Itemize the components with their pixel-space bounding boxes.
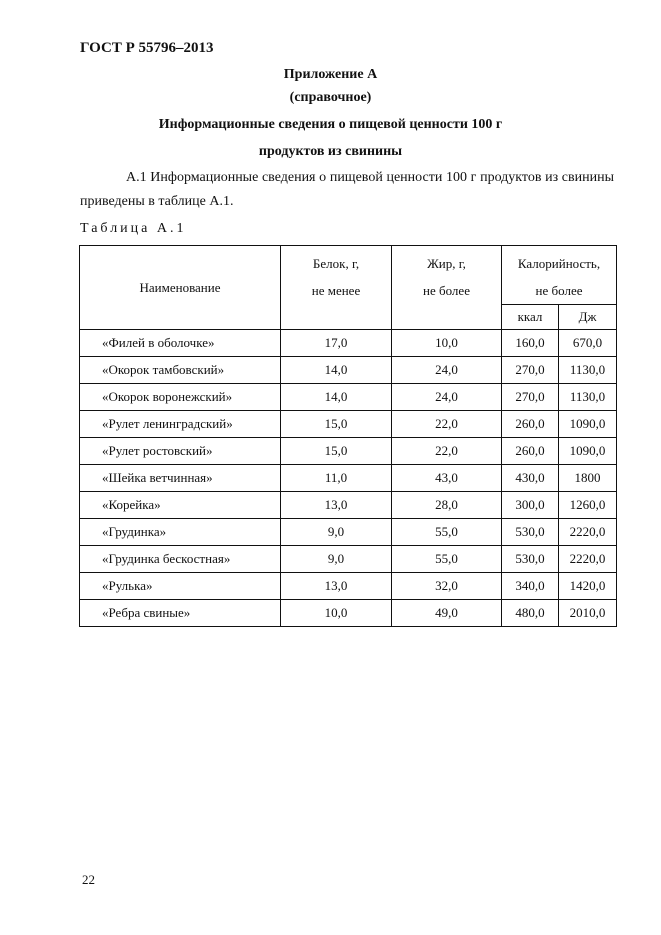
cell-fat: 55,0 <box>392 519 502 546</box>
intro-paragraph: А.1 Информационные сведения о пищевой ценности 100 г продуктов из свинины приведены в таблице А.1. <box>80 170 614 209</box>
cell-name: «Рулет ростовский» <box>80 438 281 465</box>
cell-kj: 2010,0 <box>559 600 617 627</box>
cell-protein: 13,0 <box>281 492 392 519</box>
cell-kj: 1090,0 <box>559 438 617 465</box>
cell-name: «Грудинка» <box>80 519 281 546</box>
page-number: 22 <box>82 872 95 887</box>
cell-name: «Грудинка бескостная» <box>80 546 281 573</box>
header-kcal: ккал <box>502 305 559 330</box>
cell-name: «Рулет ленинградский» <box>80 411 281 438</box>
cell-name: «Окорок воронежский» <box>80 384 281 411</box>
table-row <box>80 357 617 384</box>
cell-name: «Рулька» <box>80 573 281 600</box>
table-row <box>80 546 617 573</box>
cell-protein: 15,0 <box>281 411 392 438</box>
cell-fat: 28,0 <box>392 492 502 519</box>
cell-kcal: 300,0 <box>502 492 559 519</box>
table-row <box>80 438 617 465</box>
cell-kcal: 260,0 <box>502 411 559 438</box>
table-row <box>80 411 617 438</box>
table-row <box>80 573 617 600</box>
header-kj: Дж <box>559 305 617 330</box>
cell-fat: 22,0 <box>392 438 502 465</box>
cell-name: «Ребра свиные» <box>80 600 281 627</box>
cell-protein: 17,0 <box>281 330 392 357</box>
cell-kj: 1260,0 <box>559 492 617 519</box>
cell-protein: 13,0 <box>281 573 392 600</box>
cell-kcal: 480,0 <box>502 600 559 627</box>
cell-kj: 670,0 <box>559 330 617 357</box>
document-code: ГОСТ Р 55796–2013 <box>80 40 214 56</box>
cell-kj: 1090,0 <box>559 411 617 438</box>
cell-kj: 2220,0 <box>559 519 617 546</box>
appendix-heading-line2: продуктов из свинины <box>258 144 403 159</box>
cell-name: «Окорок тамбовский» <box>80 357 281 384</box>
cell-fat: 24,0 <box>392 384 502 411</box>
cell-kj: 1130,0 <box>559 384 617 411</box>
cell-kcal: 260,0 <box>502 438 559 465</box>
header-calories: Калорийность, не более <box>502 246 617 305</box>
appendix-subtitle: (справочное) <box>289 90 372 105</box>
cell-kcal: 430,0 <box>502 465 559 492</box>
cell-protein: 10,0 <box>281 600 392 627</box>
cell-fat: 49,0 <box>392 600 502 627</box>
cell-kj: 1420,0 <box>559 573 617 600</box>
appendix-title: Приложение А <box>283 67 378 82</box>
header-fat: Жир, г, не более <box>392 246 502 330</box>
nutrition-table <box>79 245 617 627</box>
cell-protein: 14,0 <box>281 357 392 384</box>
cell-kcal: 530,0 <box>502 546 559 573</box>
cell-kj: 2220,0 <box>559 546 617 573</box>
cell-fat: 10,0 <box>392 330 502 357</box>
cell-kcal: 160,0 <box>502 330 559 357</box>
cell-kj: 1130,0 <box>559 357 617 384</box>
appendix-heading-line1: Информационные сведения о пищевой ценности 100 г <box>158 117 503 132</box>
header-name: Наименование <box>80 246 281 330</box>
cell-kcal: 530,0 <box>502 519 559 546</box>
table-row <box>80 600 617 627</box>
cell-protein: 11,0 <box>281 465 392 492</box>
cell-fat: 32,0 <box>392 573 502 600</box>
cell-protein: 14,0 <box>281 384 392 411</box>
table-body <box>80 330 617 627</box>
cell-protein: 9,0 <box>281 546 392 573</box>
cell-fat: 43,0 <box>392 465 502 492</box>
cell-kj: 1800 <box>559 465 617 492</box>
cell-kcal: 270,0 <box>502 384 559 411</box>
table-label: Таблица А.1 <box>80 221 187 236</box>
header-protein: Белок, г, не менее <box>281 246 392 330</box>
table-row <box>80 465 617 492</box>
table-row <box>80 492 617 519</box>
cell-name: «Филей в оболочке» <box>80 330 281 357</box>
cell-protein: 9,0 <box>281 519 392 546</box>
cell-fat: 24,0 <box>392 357 502 384</box>
table-row <box>80 330 617 357</box>
table-row <box>80 384 617 411</box>
cell-kcal: 340,0 <box>502 573 559 600</box>
table-row <box>80 519 617 546</box>
cell-fat: 22,0 <box>392 411 502 438</box>
cell-name: «Шейка ветчинная» <box>80 465 281 492</box>
cell-name: «Корейка» <box>80 492 281 519</box>
cell-kcal: 270,0 <box>502 357 559 384</box>
cell-protein: 15,0 <box>281 438 392 465</box>
cell-fat: 55,0 <box>392 546 502 573</box>
